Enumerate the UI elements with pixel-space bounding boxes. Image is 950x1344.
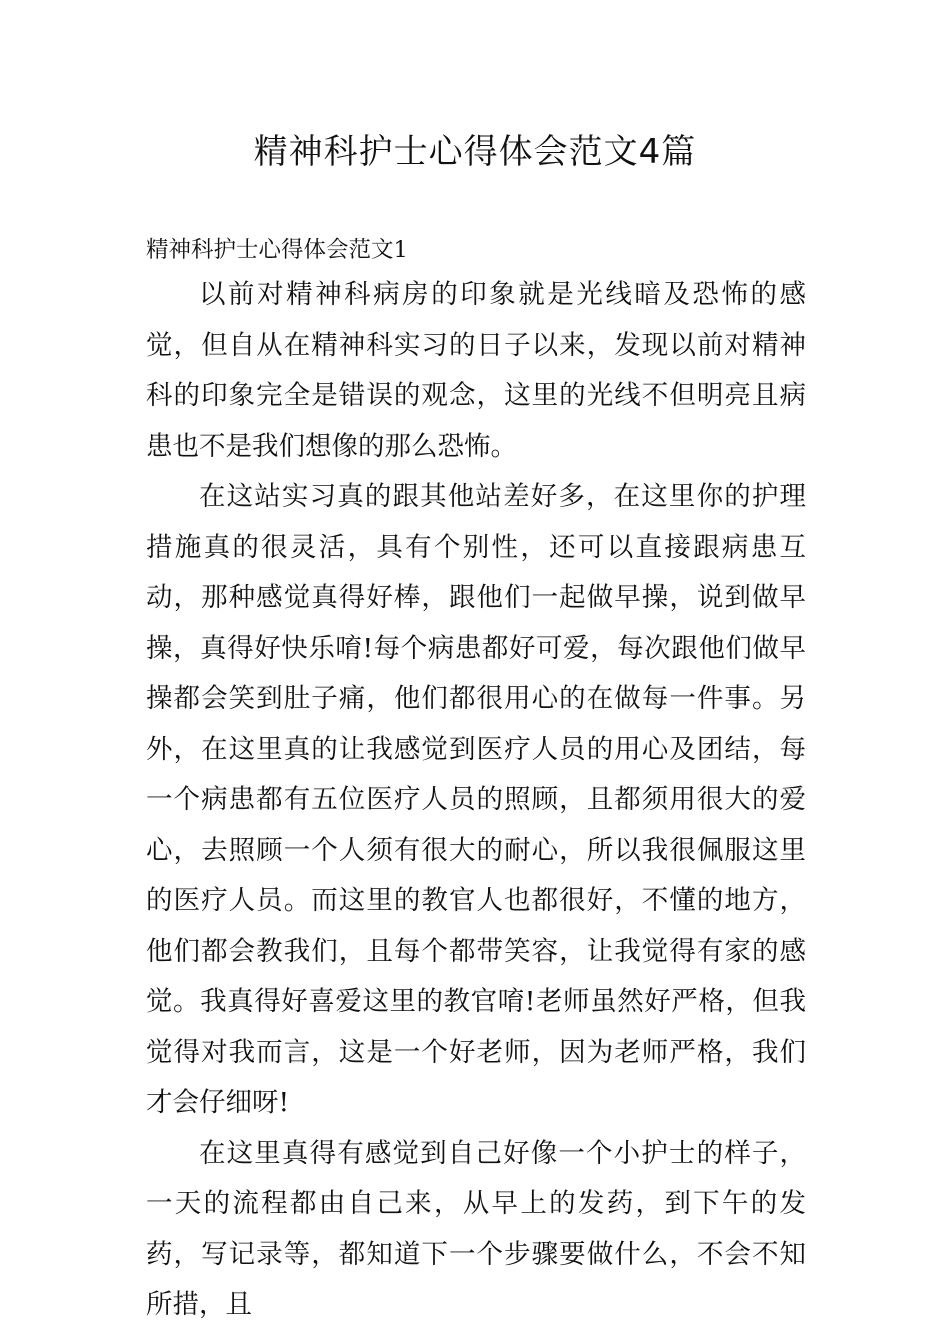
body-paragraph-3: 在这里真得有感觉到自己好像一个小护士的样子，一天的流程都由自己来，从早上的发药，到下午的发药，写记录等，都知道下一个步骤要做什么，不会不知所措，且 <box>146 1137 806 1320</box>
document-title: 精神科护士心得体会范文4篇 <box>253 132 697 172</box>
body-paragraph-2: 在这站实习真的跟其他站差好多，在这里你的护理措施真的很灵活，具有个别性，还可以直接跟病患互动，那种感觉真得好棒，跟他们一起做早操，说到做早操，真得好快乐唷!每个病患都好可爱，每次跟他们做早操都会笑到肚子痛，他们都很用心的在做每一件事。另外，在这里真的让我感觉到医疗人员的用心及团结，每一个病患都有五位医疗人员的照顾，且都须用很大的爱心，去照顾一个人须有很大的耐心，所以我很佩服这里的医疗人员。而这里的教官人也都很好，不懂的地方，他们都会教我们，且每个都带笑容，让我觉得有家的感觉。我真得好喜爱这里的教官唷!老师虽然好严格，但我觉得对我而言，这是一个好老师，因为老师严格，我们才会仔细呀! <box>146 481 806 1118</box>
section-heading: 精神科护士心得体会范文1 <box>146 237 408 263</box>
document-body <box>146 270 806 1331</box>
body-paragraph-1: 以前对精神科病房的印象就是光线暗及恐怖的感觉，但自从在精神科实习的日子以来，发现以前对精神科的印象完全是错误的观念，这里的光线不但明亮且病患也不是我们想像的那么恐怖。 <box>146 279 806 462</box>
